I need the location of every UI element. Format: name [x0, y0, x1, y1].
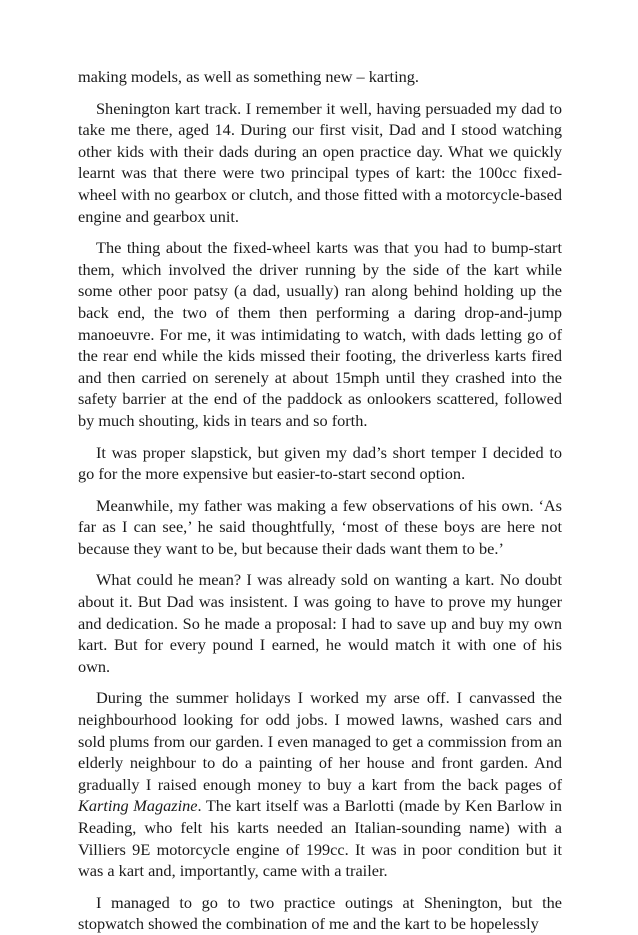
- paragraph-7-part-2: . The kart itself was a Barlotti (made by Ken Barlow in Reading, who felt his karts needed an Italian-sounding name) with a Villiers 9E motorcycle engine of 199cc. It was in poor condition but it was a kart and, importantly, came with a trailer.: [78, 796, 562, 881]
- paragraph-7-part-1: During the summer holidays I worked my arse off. I canvassed the neighbourhood looking for odd jobs. I mowed lawns, washed cars and sold plums from our garden. I even managed to get a commission from an elderly neighbour to do a painting of her house and front garden. And gradually I raised enough money to buy a kart from the back pages of: [78, 688, 562, 794]
- paragraph-3: The thing about the fixed-wheel karts was that you had to bump-start them, which involved the driver running by the side of the kart while some other poor patsy (a dad, usually) ran along behind holding up the back end, the two of them then performing a daring drop-and-jump manoeuvre. For me, it was intimidating to watch, with dads letting go of the rear end while the kids missed their footing, the driverless karts fired and then carried on serenely at about 15mph until they crashed into the safety barrier at the end of the paddock as onlookers scattered, followed by much shouting, kids in tears and so forth.: [78, 238, 562, 430]
- paragraph-7: [78, 687, 562, 881]
- book-page: [78, 66, 562, 935]
- paragraph-8: I managed to go to two practice outings at Shenington, but the stopwatch showed the combination of me and the kart to be hopelessly: [78, 892, 562, 934]
- paragraph-6: What could he mean? I was already sold on wanting a kart. No doubt about it. But Dad was insistent. I was going to have to prove my hunger and dedication. So he made a proposal: I had to save up and buy my own kart. But for every pound I earned, he would match it with one of his own.: [78, 570, 562, 676]
- paragraph-2: Shenington kart track. I remember it well, having persuaded my dad to take me there, aged 14. During our first visit, Dad and I stood watching other kids with their dads during an open practice day. What we quickly learnt was that there were two principal types of kart: the 100cc fixed-wheel with no gearbox or clutch, and those fitted with a motorcycle-based engine and gearbox unit.: [78, 98, 562, 226]
- paragraph-1: making models, as well as something new – karting.: [78, 67, 419, 86]
- magazine-title: Karting Magazine: [78, 796, 198, 816]
- paragraph-4: It was proper slapstick, but given my dad’s short temper I decided to go for the more expensive but easier-to-start second option.: [78, 442, 562, 484]
- paragraph-5: Meanwhile, my father was making a few observations of his own. ‘As far as I can see,’ he said thoughtfully, ‘most of these boys are here not because they want to be, but because their dads want them to be.’: [78, 495, 562, 558]
